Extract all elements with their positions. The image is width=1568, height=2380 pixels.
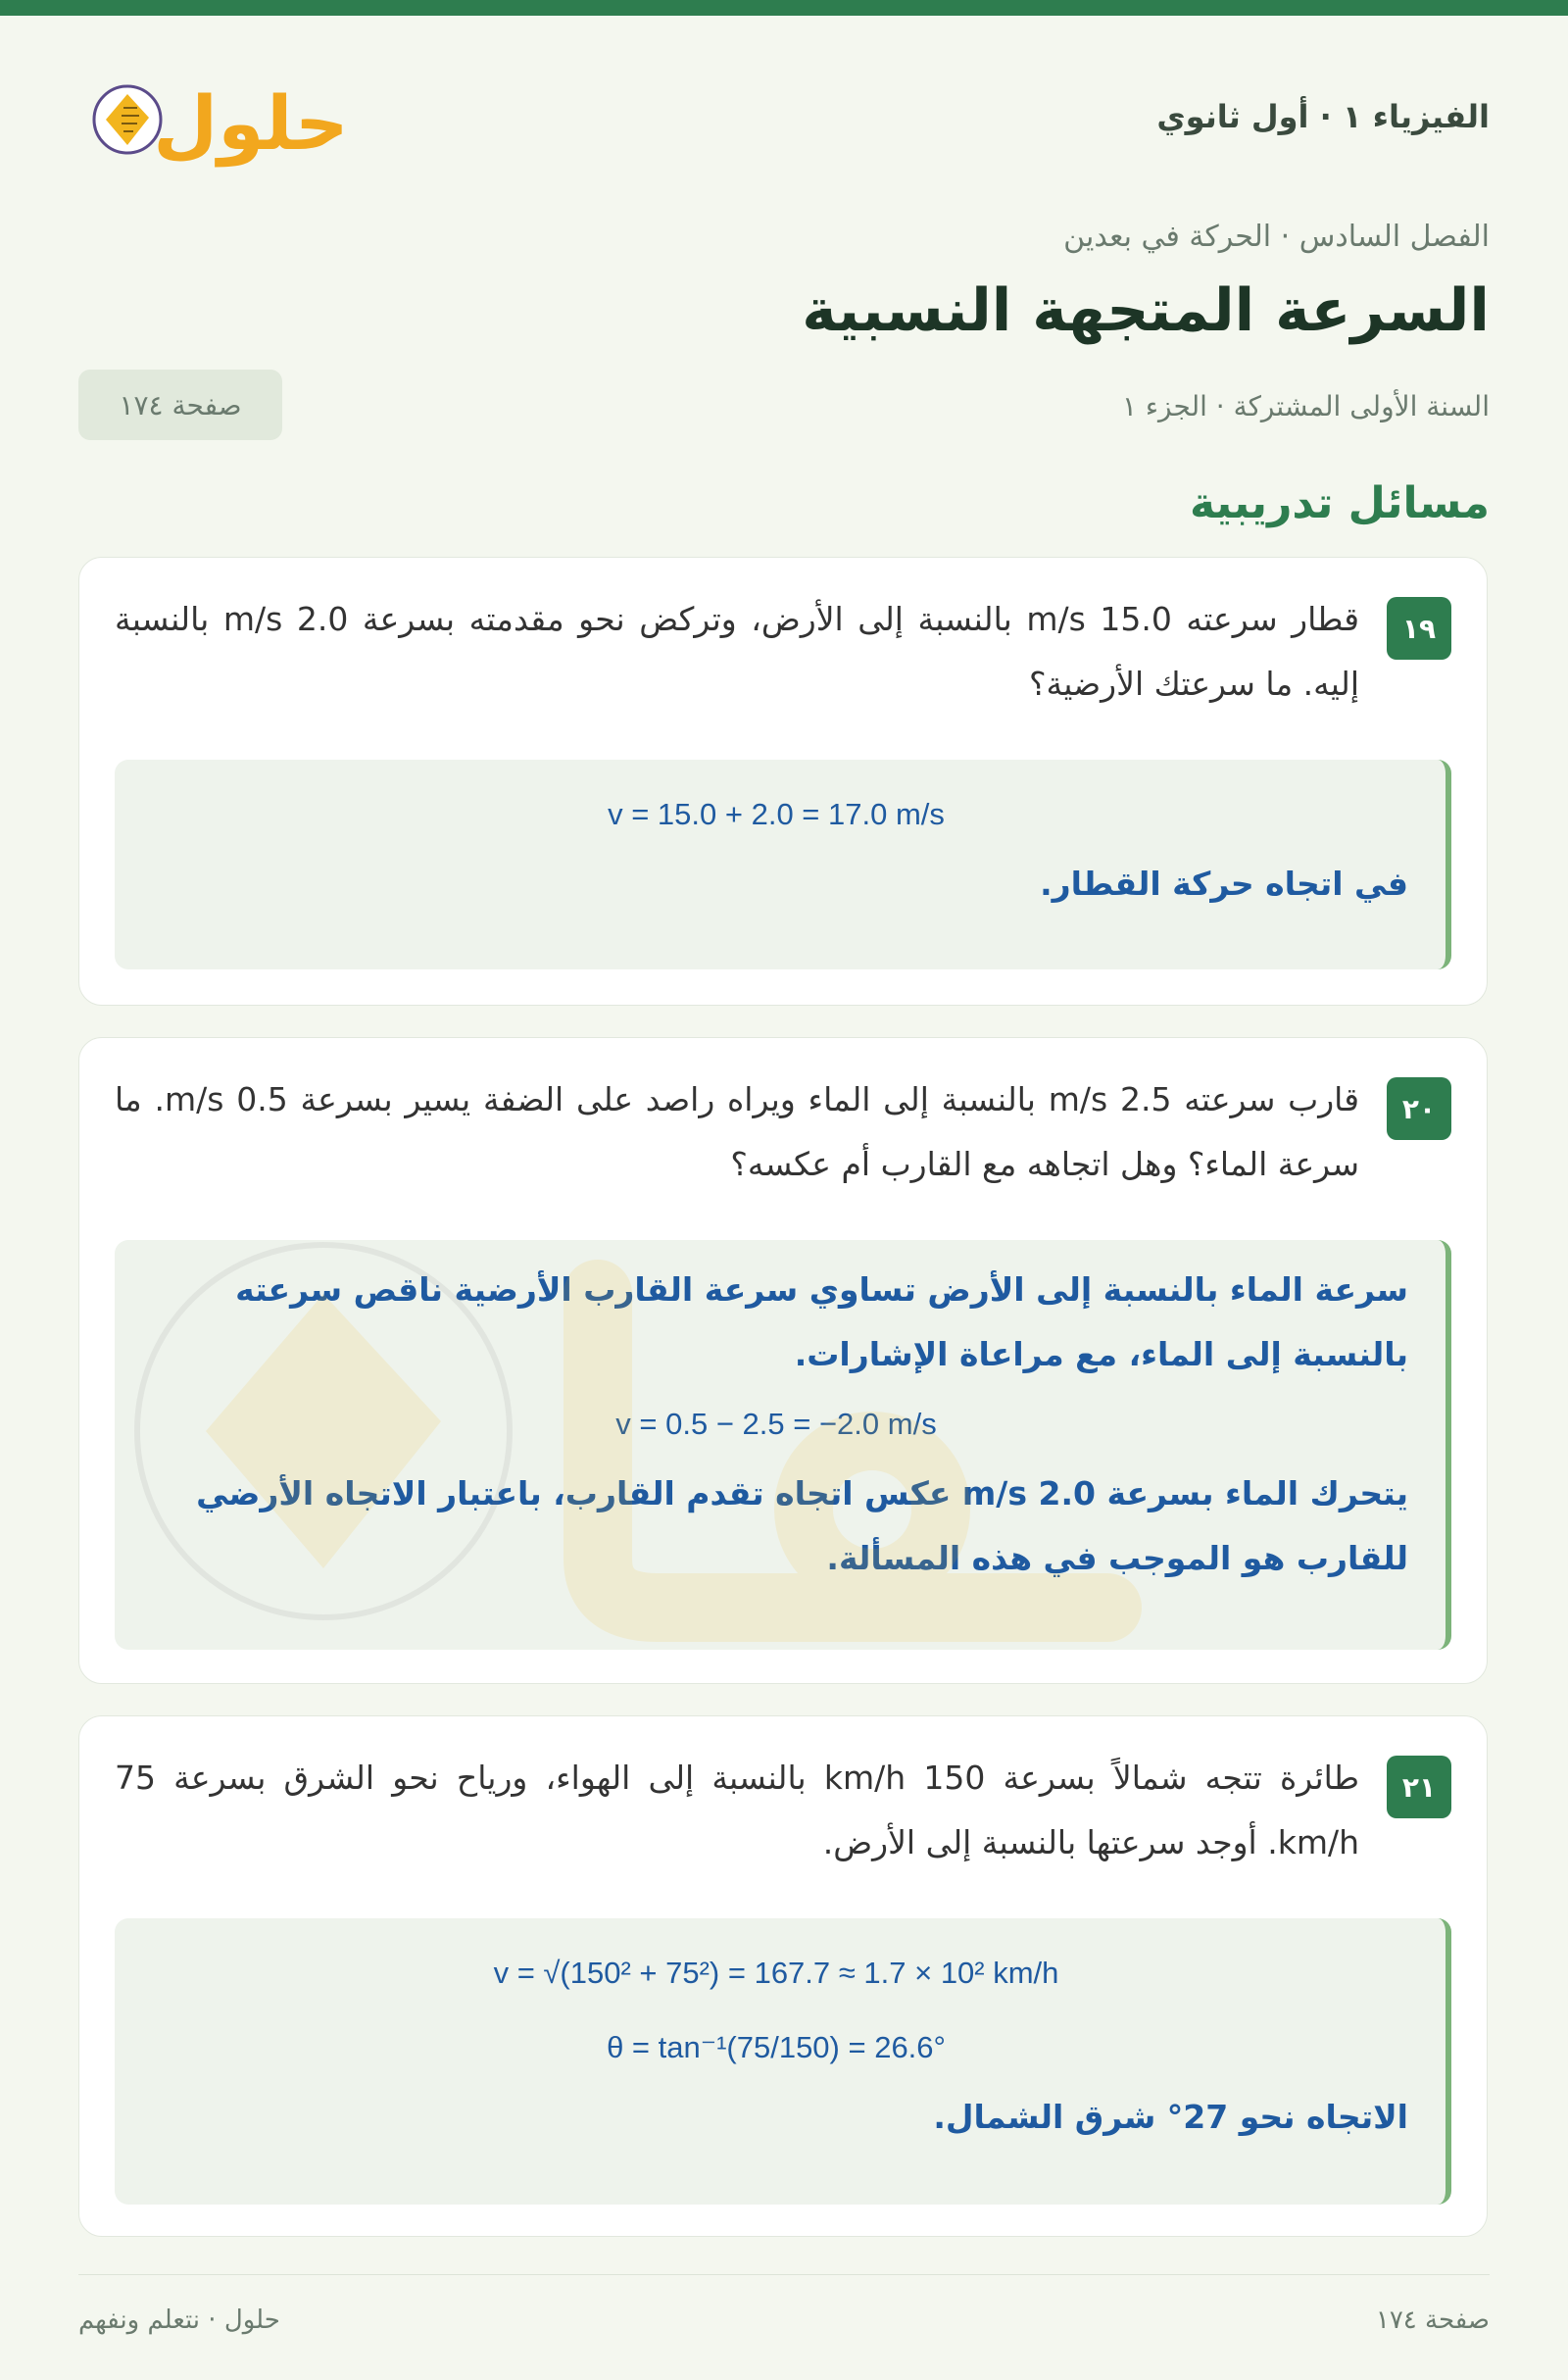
answer-equation: v = 15.0 + 2.0 = 17.0 m/s — [608, 797, 945, 831]
answer-equation-angle: θ = tan⁻¹(75/150) = 26.6° — [607, 2030, 946, 2064]
answer-box — [115, 760, 1451, 969]
answer-conclusion: في اتجاه حركة القطار. — [1040, 865, 1408, 903]
footer-divider — [78, 2274, 1490, 2275]
answer-conclusion: يتحرك الماء بسرعة 2.0 m/s عكس اتجاه تقدم القارب، باعتبار الاتجاه الأرضي للقارب هو الموجب في هذه المسألة. — [196, 1474, 1408, 1577]
course-meta: السنة الأولى المشتركة · الجزء ١ — [1121, 390, 1490, 422]
page-number-badge: صفحة ١٧٤ — [78, 370, 282, 440]
problem-question: قطار سرعته 15.0 m/s بالنسبة إلى الأرض، وتركض نحو مقدمته بسرعة 2.0 m/s بالنسبة إليه. ما سرعتك الأرضية؟ — [115, 600, 1359, 703]
problem-card — [78, 1037, 1488, 1684]
answer-conclusion: الاتجاه نحو 27° شرق الشمال. — [933, 2098, 1408, 2136]
answer-explanation: سرعة الماء بالنسبة إلى الأرض تساوي سرعة القارب الأرضية ناقص سرعته بالنسبة إلى الماء، مع مراعاة الإشارات. — [235, 1270, 1408, 1373]
problem-number: ٢١ — [1387, 1756, 1451, 1818]
problem-card — [78, 557, 1488, 1006]
section-title: مسائل تدريبية — [1189, 478, 1490, 528]
subject-label: الفيزياء ١ · أول ثانوي — [1156, 98, 1490, 135]
page-title: السرعة المتجهة النسبية — [802, 276, 1490, 345]
footer-page-number: صفحة ١٧٤ — [1375, 2306, 1490, 2335]
problem-number: ١٩ — [1387, 597, 1451, 660]
chapter-label: الفصل السادس · الحركة في بعدين — [1063, 220, 1490, 254]
answer-box — [115, 1240, 1451, 1650]
problem-number: ٢٠ — [1387, 1077, 1451, 1140]
problem-card — [78, 1715, 1488, 2237]
site-logo[interactable] — [78, 61, 353, 178]
svg-text:حلول: حلول — [153, 79, 349, 167]
answer-equation: v = 0.5 − 2.5 = −2.0 m/s — [615, 1407, 937, 1441]
problem-question: طائرة تتجه شمالاً بسرعة 150 km/h بالنسبة إلى الهواء، ورياح نحو الشرق بسرعة 75 km/h. أوجد سرعتها بالنسبة إلى الأرض. — [115, 1759, 1359, 1861]
answer-equation: v = √(150² + 75²) = 167.7 ≈ 1.7 × 10² km/h — [493, 1956, 1059, 1990]
footer-brand: حلول · نتعلم ونفهم — [78, 2306, 280, 2335]
top-accent-bar — [0, 0, 1568, 16]
problem-question: قارب سرعته 2.5 m/s بالنسبة إلى الماء ويراه راصد على الضفة يسير بسرعة 0.5 m/s. ما سرعة الماء؟ وهل اتجاهه مع القارب أم عكسه؟ — [115, 1080, 1360, 1183]
answer-box — [115, 1918, 1451, 2205]
logo-icon — [78, 61, 353, 178]
